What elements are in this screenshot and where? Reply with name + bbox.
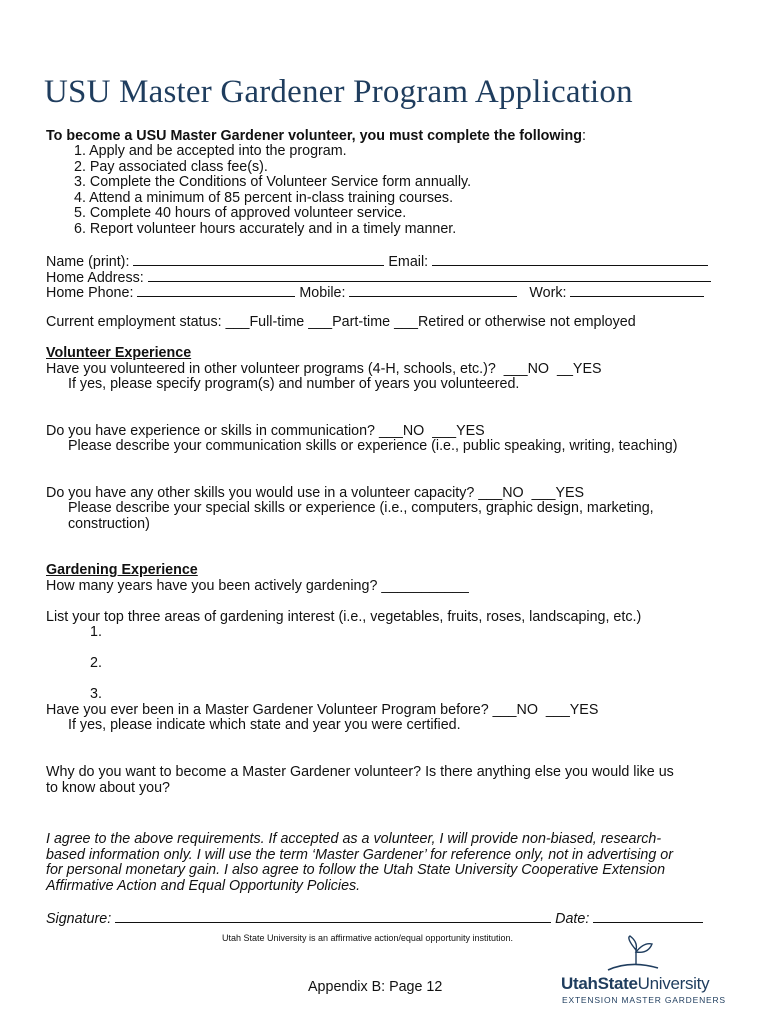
email-field[interactable]: [432, 253, 708, 266]
gardening-q3: [46, 703, 598, 719]
home-phone-field[interactable]: [137, 284, 295, 297]
requirement-item: 6. Report volunteer hours accurately and in a timely manner.: [74, 220, 457, 237]
requirement-item: 1. Apply and be accepted into the program.: [74, 143, 347, 159]
work-field[interactable]: [570, 284, 704, 297]
employment-label: Current employment status:: [46, 314, 222, 330]
employment-parttime-option[interactable]: ___Part-time: [308, 314, 391, 330]
volunteer-q1-sub: If yes, please specify program(s) and number of years you volunteered.: [68, 376, 520, 392]
gardening-q3-text: Have you ever been in a Master Gardener Volunteer Program before?: [46, 701, 489, 718]
gardening-years-field[interactable]: ___________: [381, 577, 469, 594]
agreement-text: Affirmative Action and Equal Opportunity Policies.: [46, 877, 361, 894]
employment-row: [46, 315, 636, 331]
work-label: Work:: [529, 285, 567, 301]
volunteer-q3-sub: Please describe your special skills or experience (i.e., computers, graphic design, marketing,: [68, 500, 654, 516]
logo-subtitle: EXTENSION MASTER GARDENERS: [562, 995, 726, 1005]
volunteer-q2: [46, 424, 485, 440]
sprout-icon: [600, 934, 660, 974]
requirement-item: 3. Complete the Conditions of Volunteer Service form annually.: [74, 174, 472, 190]
gardening-q3-yes[interactable]: ___YES: [545, 701, 599, 718]
gardening-q4: to know about you?: [46, 779, 170, 796]
gardening-q1: [46, 579, 469, 595]
phone-row: [46, 284, 736, 302]
signature-label: Signature:: [46, 911, 112, 927]
page-number: Appendix B: Page 12: [308, 979, 443, 995]
gardening-q3-no[interactable]: ___NO: [492, 701, 538, 718]
volunteer-q1: [46, 362, 602, 378]
volunteer-q1-text: Have you volunteered in other volunteer programs (4-H, schools, etc.)?: [46, 360, 496, 377]
volunteer-q2-text: Do you have experience or skills in communication?: [46, 422, 375, 439]
logo-bold-text: UtahState: [561, 974, 638, 993]
volunteer-q1-no[interactable]: ___NO: [503, 360, 550, 377]
logo-light-text: University: [637, 974, 710, 993]
employment-fulltime-option[interactable]: ___Full-time: [225, 314, 305, 330]
signature-row: [46, 910, 726, 928]
interest-item-1[interactable]: 1.: [90, 624, 102, 640]
mobile-label: Mobile:: [299, 285, 346, 301]
interest-item-3[interactable]: 3.: [90, 686, 102, 702]
gardening-q4: Why do you want to become a Master Gardener volunteer? Is there anything else you would like us: [46, 764, 674, 780]
date-field[interactable]: [593, 910, 703, 923]
signature-field[interactable]: [115, 910, 551, 923]
address-field[interactable]: [148, 269, 711, 282]
intro-colon: :: [581, 128, 586, 144]
volunteer-q3-yes[interactable]: ___YES: [531, 484, 585, 501]
mobile-field[interactable]: [349, 284, 517, 297]
date-label: Date:: [555, 911, 590, 927]
gardening-heading: Gardening Experience: [46, 562, 198, 578]
agreement-text: based information only. I will use the term ‘Master Gardener’ for reference only, not in advertising or: [46, 846, 673, 863]
volunteer-q3-no[interactable]: ___NO: [478, 484, 524, 501]
gardening-q2: List your top three areas of gardening interest (i.e., vegetables, fruits, roses, landscaping, etc.): [46, 608, 642, 625]
volunteer-q2-no[interactable]: ___NO: [378, 422, 425, 439]
requirement-item: 5. Complete 40 hours of approved volunteer service.: [74, 205, 407, 221]
home-phone-label: Home Phone:: [46, 285, 134, 301]
volunteer-heading: Volunteer Experience: [46, 345, 192, 361]
name-field[interactable]: [133, 253, 384, 266]
volunteer-q3-sub: construction): [68, 515, 150, 532]
volunteer-q2-yes[interactable]: ___YES: [432, 422, 485, 439]
requirement-item: 4. Attend a minimum of 85 percent in-class training courses.: [74, 189, 454, 206]
volunteer-q1-yes[interactable]: __YES: [557, 360, 602, 377]
intro-text: To become a USU Master Gardener volunteer, you must complete the following: [46, 128, 582, 144]
name-label: Name (print):: [46, 254, 130, 270]
volunteer-q2-sub: Please describe your communication skills or experience (i.e., public speaking, writing, teaching): [68, 438, 678, 454]
agreement-text: for personal monetary gain. I also agree to follow the Utah State University Cooperative Extension: [46, 862, 666, 878]
interest-item-2[interactable]: 2.: [90, 655, 102, 671]
volunteer-q3-text: Do you have any other skills you would use in a volunteer capacity?: [46, 484, 475, 501]
university-logo: [561, 974, 709, 994]
page-title: USU Master Gardener Program Application: [44, 74, 633, 110]
requirement-item: 2. Pay associated class fee(s).: [74, 158, 268, 175]
gardening-q3-sub: If yes, please indicate which state and year you were certified.: [68, 717, 461, 733]
volunteer-q3: [46, 486, 584, 502]
intro-heading: [46, 128, 586, 144]
email-label: Email:: [388, 254, 429, 270]
gardening-q1-text: How many years have you been actively gardening?: [46, 577, 378, 594]
agreement-text: I agree to the above requirements. If accepted as a volunteer, I will provide non-biased, research-: [46, 831, 662, 847]
eeo-statement: Utah State University is an affirmative action/equal opportunity institution.: [222, 933, 513, 943]
address-label: Home Address:: [46, 269, 144, 286]
employment-retired-option[interactable]: ___Retired or otherwise not employed: [394, 314, 636, 330]
